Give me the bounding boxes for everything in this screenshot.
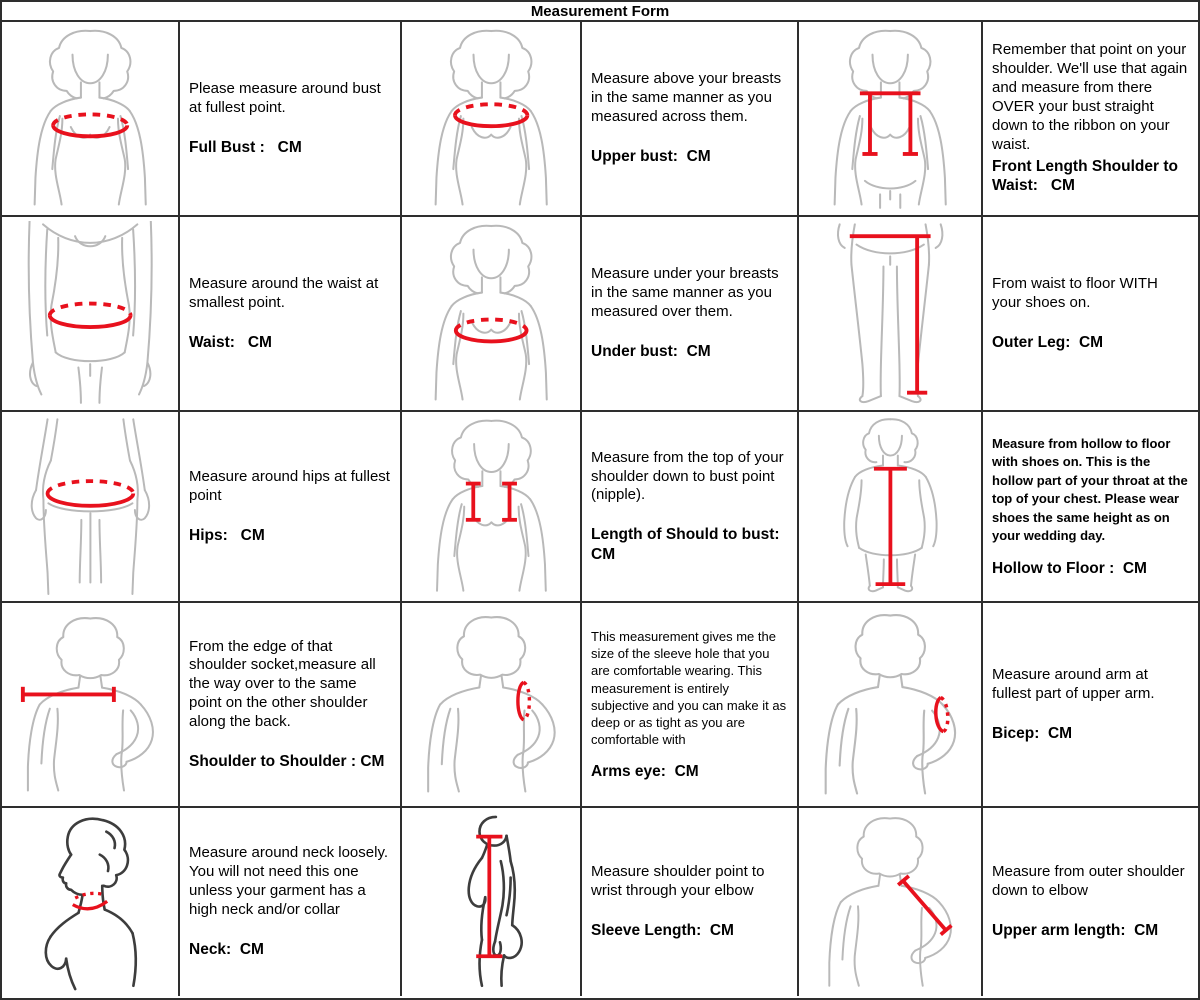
measurement-label: Hips: CM [189,526,265,544]
hips-figure [8,416,173,597]
measurement-cell-waist [180,217,402,412]
measurement-description: Measure above your breasts in the same manner as you measured across them. [591,70,786,126]
under-bust-figure [407,221,575,406]
measurement-description: This measurement gives me the size of the sleeve hole that you are comfortable wearing. This measurement is entirely subjective and you can make it as deep or as tight as you are comfortable with [591,628,790,748]
figure-cell-outer-leg [799,217,983,412]
hollow-to-floor-figure [808,416,973,597]
measurement-label: Outer Leg: CM [992,333,1104,351]
measurement-label: Length of Should to bust: CM [591,526,789,563]
figure-cell-bicep [799,603,983,808]
measurement-cell-under-bust [582,217,799,412]
measurement-cell-hips [180,412,402,603]
measurement-cell-arms-eye [582,603,799,808]
measurement-cell-upper-arm-length [983,808,1198,996]
measurement-description: Measure from outer shoulder down to elbow [992,863,1189,900]
figure-cell-sleeve-length [402,808,582,996]
measurement-cell-hollow-to-floor [983,412,1198,603]
measurement-label: Upper arm length: CM [992,922,1159,940]
measurement-cell-shoulder-to-bust [582,412,799,603]
figure-cell-shoulder-to-shoulder [2,603,180,808]
bicep-figure [803,607,977,802]
measurement-label: Waist: CM [189,333,272,351]
measurement-label: Neck: CM [189,941,264,959]
figure-cell-full-bust [2,22,180,217]
figure-cell-hips [2,412,180,603]
measurement-cell-sleeve-length [582,808,799,996]
measurement-label: Hollow to Floor : CM [992,559,1147,577]
figure-cell-waist [2,217,180,412]
measurement-description: Please measure around bust at fullest point. [189,79,385,116]
measurement-description: Measure around hips at fullest point [189,467,395,504]
measurement-description: Measure around arm at fullest part of upper arm. [992,665,1155,702]
shoulder-to-shoulder-figure [6,607,175,802]
waist-figure [6,221,174,406]
figure-cell-arms-eye [402,603,582,808]
full-bust-figure [6,26,174,211]
measurement-label: Upper bust: CM [591,148,711,166]
measurement-cell-bicep [983,603,1198,808]
measurement-label: Bicep: CM [992,724,1073,742]
measurement-label: Full Bust : CM [189,138,302,156]
figure-cell-under-bust [402,217,582,412]
measurement-cell-front-length [983,22,1198,217]
upper-bust-figure [407,26,575,211]
figure-cell-neck [2,808,180,996]
figure-cell-shoulder-to-bust [402,412,582,603]
measurement-label: Under bust: CM [591,343,711,361]
measurement-description: Measure from the top of your shoulder down to bust point (nipple). [591,448,788,504]
outer-leg-figure [806,221,974,406]
measurement-label: Shoulder to Shoulder : CM [189,752,385,770]
sleeve-length-figure [409,812,573,992]
neck-figure [8,812,172,992]
figure-cell-upper-bust [402,22,582,217]
measurement-cell-shoulder-to-shoulder [180,603,402,808]
measurement-description: Measure around the waist at smallest point. [189,274,383,311]
figure-cell-hollow-to-floor [799,412,983,603]
measurement-label: Sleeve Length: CM [591,922,734,940]
figure-cell-front-length [799,22,983,217]
measurement-description: Measure shoulder point to wrist through your elbow [591,863,769,900]
upper-arm-length-figure [808,812,972,992]
measurement-label: Arms eye: CM [591,762,699,780]
front-length-shoulder-to-waist-figure [806,26,974,211]
measurement-cell-full-bust [180,22,402,217]
measurement-description: Remember that point on your shoulder. We'll use that again and measure from there OVER your bust straight down to the ribbon on your waist. [992,41,1192,153]
figure-cell-upper-arm-length [799,808,983,996]
page-title: Measurement Form [2,2,1198,22]
arms-eye-figure [406,607,577,802]
measurement-cell-outer-leg [983,217,1198,412]
measurement-description: Measure around neck loosely. You will not need this one unless your garment has a high neck and/or collar [189,844,392,919]
measurement-description: Measure from hollow to floor with shoes on. This is the hollow part of your throat at the top of your chest. Please wear shoes the same height as on your wedding day. [992,435,1192,544]
measurement-label: Front Length Shoulder to Waist: CM [992,157,1183,195]
measurement-cell-upper-bust [582,22,799,217]
measurement-description: From the edge of that shoulder socket,measure all the way over to the same point on the other shoulder along the back. [189,637,380,731]
measurement-cell-neck [180,808,402,996]
measurement-grid [2,22,1198,996]
measurement-description: From waist to floor WITH your shoes on. [992,274,1163,311]
measurement-description: Measure under your breasts in the same manner as you measured over them. [591,265,783,321]
shoulder-to-bust-figure [409,416,574,597]
